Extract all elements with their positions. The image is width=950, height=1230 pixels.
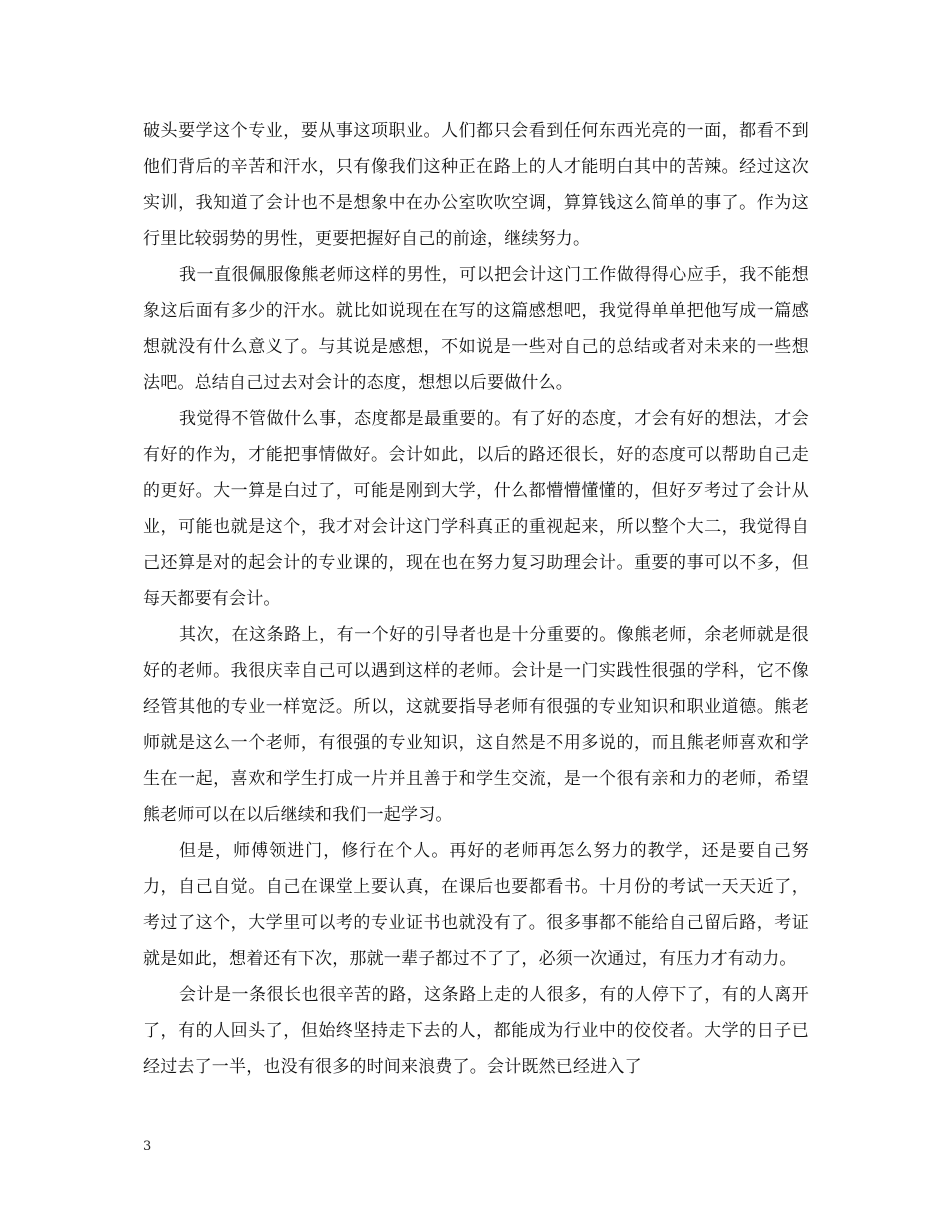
- page-number: 3: [143, 1139, 152, 1154]
- paragraph-4: 其次，在这条路上，有一个好的引导者也是十分重要的。像熊老师，余老师就是很好的老师。我很庆幸自己可以遇到这样的老师。会计是一门实践性很强的学科，它不像经管其他的专业一样宽泛。所以，这就要指导老师有很强的专业知识和职业道德。熊老师就是这么一个老师，有很强的专业知识，这自然是不用多说的，而且熊老师喜欢和学生在一起，喜欢和学生打成一片并且善于和学生交流，是一个很有亲和力的老师，希望熊老师可以在以后继续和我们一起学习。: [143, 625, 809, 825]
- paragraph-2: 我一直很佩服像熊老师这样的男性，可以把会计这门工作做得得心应手，我不能想象这后面有多少的汗水。就比如说现在在写的这篇感想吧，我觉得单单把他写成一篇感想就没有什么意义了。与其说是感想，不如说是一些对自己的总结或者对未来的一些想法吧。总结自己过去对会计的态度，想想以后要做什么。: [143, 265, 809, 393]
- paragraph-6: 会计是一条很长也很辛苦的路，这条路上走的人很多，有的人停下了，有的人离开了，有的人回头了，但始终坚持走下去的人，都能成为行业中的佼佼者。大学的日子已经过去了一半，也没有很多的时间来浪费了。会计既然已经进入了: [143, 985, 809, 1077]
- body-text: [143, 113, 809, 1085]
- paragraph-1: 破头要学这个专业，要从事这项职业。人们都只会看到任何东西光亮的一面，都看不到他们背后的辛苦和汗水，只有像我们这种正在路上的人才能明白其中的苦辣。经过这次实训，我知道了会计也不是想象中在办公室吹吹空调，算算钱这么简单的事了。作为这行里比较弱势的男性，更要把握好自己的前途，继续努力。: [143, 121, 809, 249]
- paragraph-3: 我觉得不管做什么事，态度都是最重要的。有了好的态度，才会有好的想法，才会有好的作为，才能把事情做好。会计如此，以后的路还很长，好的态度可以帮助自己走的更好。大一算是白过了，可能是刚到大学，什么都懵懵懂懂的，但好歹考过了会计从业，可能也就是这个，我才对会计这门学科真正的重视起来，所以整个大二，我觉得自己还算是对的起会计的专业课的，现在也在努力复习助理会计。重要的事可以不多，但每天都要有会计。: [143, 409, 809, 609]
- paragraph-5: 但是，师傅领进门，修行在个人。再好的老师再怎么努力的教学，还是要自己努力，自己自觉。自己在课堂上要认真，在课后也要都看书。十月份的考试一天天近了，考过了这个，大学里可以考的专业证书也就没有了。很多事都不能给自己留后路，考证就是如此，想着还有下次，那就一辈子都过不了了，必须一次通过，有压力才有动力。: [143, 841, 809, 969]
